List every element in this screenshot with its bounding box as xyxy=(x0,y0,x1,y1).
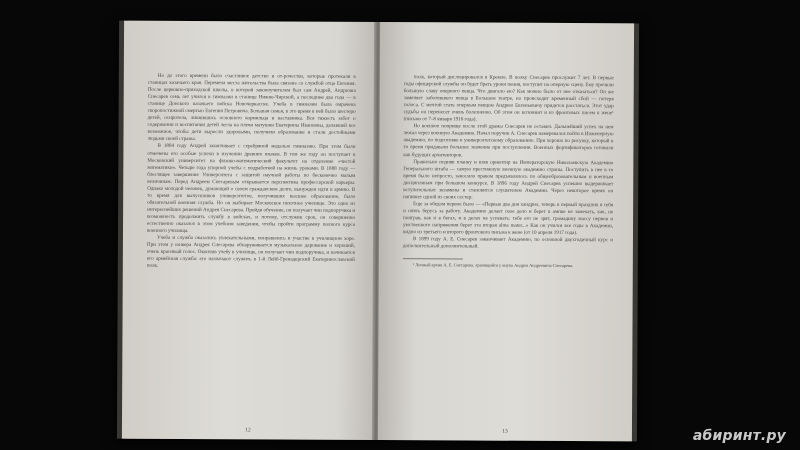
paragraph: Правильно подняв планку и взяв ориентир на Императорскую Николаевскую Академию Генерального штаба — самую престижную военную академию страны. Поступить в нее в то время было непросто, заносило правом предъявлялось по общеобразовательным и военным дисциплинам при большом конкурсе. В 1896 году Андрей Снесарев успешно выдерживает вступительные экзамены и становится слушателем Академии. Через некоторое время он напишет одной из своих сестер: xyxy=(403,158,614,201)
paragraph: Но военное поприще после этой драмы Снесарев не оставил. Дальнейший успех на нем лежал через военную Академию. Начал поручик А. Снесарев намеревался пойти в Инженерную академию, по подготовке к университетскому образованию. При хорошо по рисунку, который в то время придавали большое значение при поступлении. Военных фортификаторов готовили как будущих архитекторов. xyxy=(403,123,614,158)
paragraph: В 1884 году Андрей заканчивает с серебряной медалью гимназию. При этом были отмечены его особые успехи в изучении древних языков. В том же году он поступает в Московский университет на физико-математический факультет на отделение «чистой математики». Четыре года упорной учебы с подработкой на жизнь уроками. В 1888 году — блестящее завершение Университета с защитой научной работы по бесконечно малым величинам. Перед Андреем Снесаревым открывается перспектива профессорской карьеры. Однако молодой человек, думающий о своем гражданском долге, вынужден идти в армию. В то время для выпускников университетов, получивших высшее образование, было обязательной военная служба. Но он выбирает Московское пехотное училище. Это одно из интереснейших решений Андрея Снесарева. Пройдя обучение, он получает чин подпоручика и возможность продолжить службу в войсках, и потому, отслужив срок, он совершенно естественно оказался в этом учебном заведении, чтобы пройти программу полного курса военного училища. xyxy=(146,143,356,235)
paragraph: Но до этого времени было счастливое детство и от-рочество, которые протекали в станицах казачьего края. Перемена места жительства была связана со службой отца Евгения. После церковно-приходской школы, в которой законоучителем был сам Андрей, Андрюша Снесарев семь лет учился в гимназии в станице Нижне-Чирской, а последние два года — в станице Донского казачьего войска Новочеркасске. Учеба в гимназии была омрачена скоропостижной смертью Евгения Петровича. Большая семья, в это время в ней было шестеро детей, осиротела, лишившись основного кормильца и наставника. Вся тяжесть забот о содержании и воспитании детей легла на плечи матушки Екатерины Ивановны, делавшей все возможное, чтобы дети выросли здоровыми, получили образование и стали достойными людьми своей страны. xyxy=(147,72,356,143)
footnote-rule xyxy=(403,258,463,259)
paragraph: полк, который дислоцировался в Кремле. В полку Снесарев прослужит 7 лет. В первые годы офицерской службы он будет брать уроки пения, поступит на оперную сцену. Ему прочили большую славу оперного певца. Что двигало ею? Как можно было от нее отказаться? Он же заменяет заболевшего певца в Большом театре, но происходит временный сбой — потеря голоса. С мечтой стать оперным певцом Андрею Евгеньевичу придется расстаться. Этот удар судьбы он перенесет очень болезненно. Об этом он вспомнит и из фронтовых писем к жене¹ (письмо от 7–8 января 1916 года). xyxy=(403,74,614,123)
page-number: 12 xyxy=(245,427,251,434)
paragraph: В 1899 году А. Е. Снесарев заканчивает Академию, по основной двухгодичный курс и дополнительный дополнительный. xyxy=(402,236,613,250)
right-page-text xyxy=(403,74,614,269)
open-book xyxy=(117,21,639,442)
right-page xyxy=(378,22,634,441)
watermark: абиринт.ру xyxy=(692,428,786,444)
paragraph: Еще за обедом первое было — «Первые два дня хандрил, теперь в первый праздник я себя и опять берусь за работу. Академию делает свое дело и берет в ампке не замечать, как, не поиграв, как и в бегах, и в делах не успевать: тебе его не зрят, громадину массу нервов и умственного напряжения берет эта вторая alma mater...» Как он учился все годы в Академии, видно из третьего и второго фронтового письма к жене (от 10 апреля 1917 года). xyxy=(402,201,614,237)
page-number: 13 xyxy=(502,428,508,435)
footnote: ¹ Личный архив А. Е. Снесарева, хранящийся у внука Андрея Андреевича Снесарева. xyxy=(412,262,574,269)
left-page xyxy=(122,21,376,440)
paragraph: Учеба и служба оказались увлекательными, понравились и участие в училищном хоре. При этом у юнкера Андрея Снесарева обнаруживается музыкальное дарование и хороший, очень красивый голос. Окончив учебу в училище, он получает чин подпоручика, и начинается его армейская служба: его назначают служить в 1-й Лейб-Гренадерский Екатеринославский полк. xyxy=(146,234,355,270)
left-page-text xyxy=(147,73,356,271)
